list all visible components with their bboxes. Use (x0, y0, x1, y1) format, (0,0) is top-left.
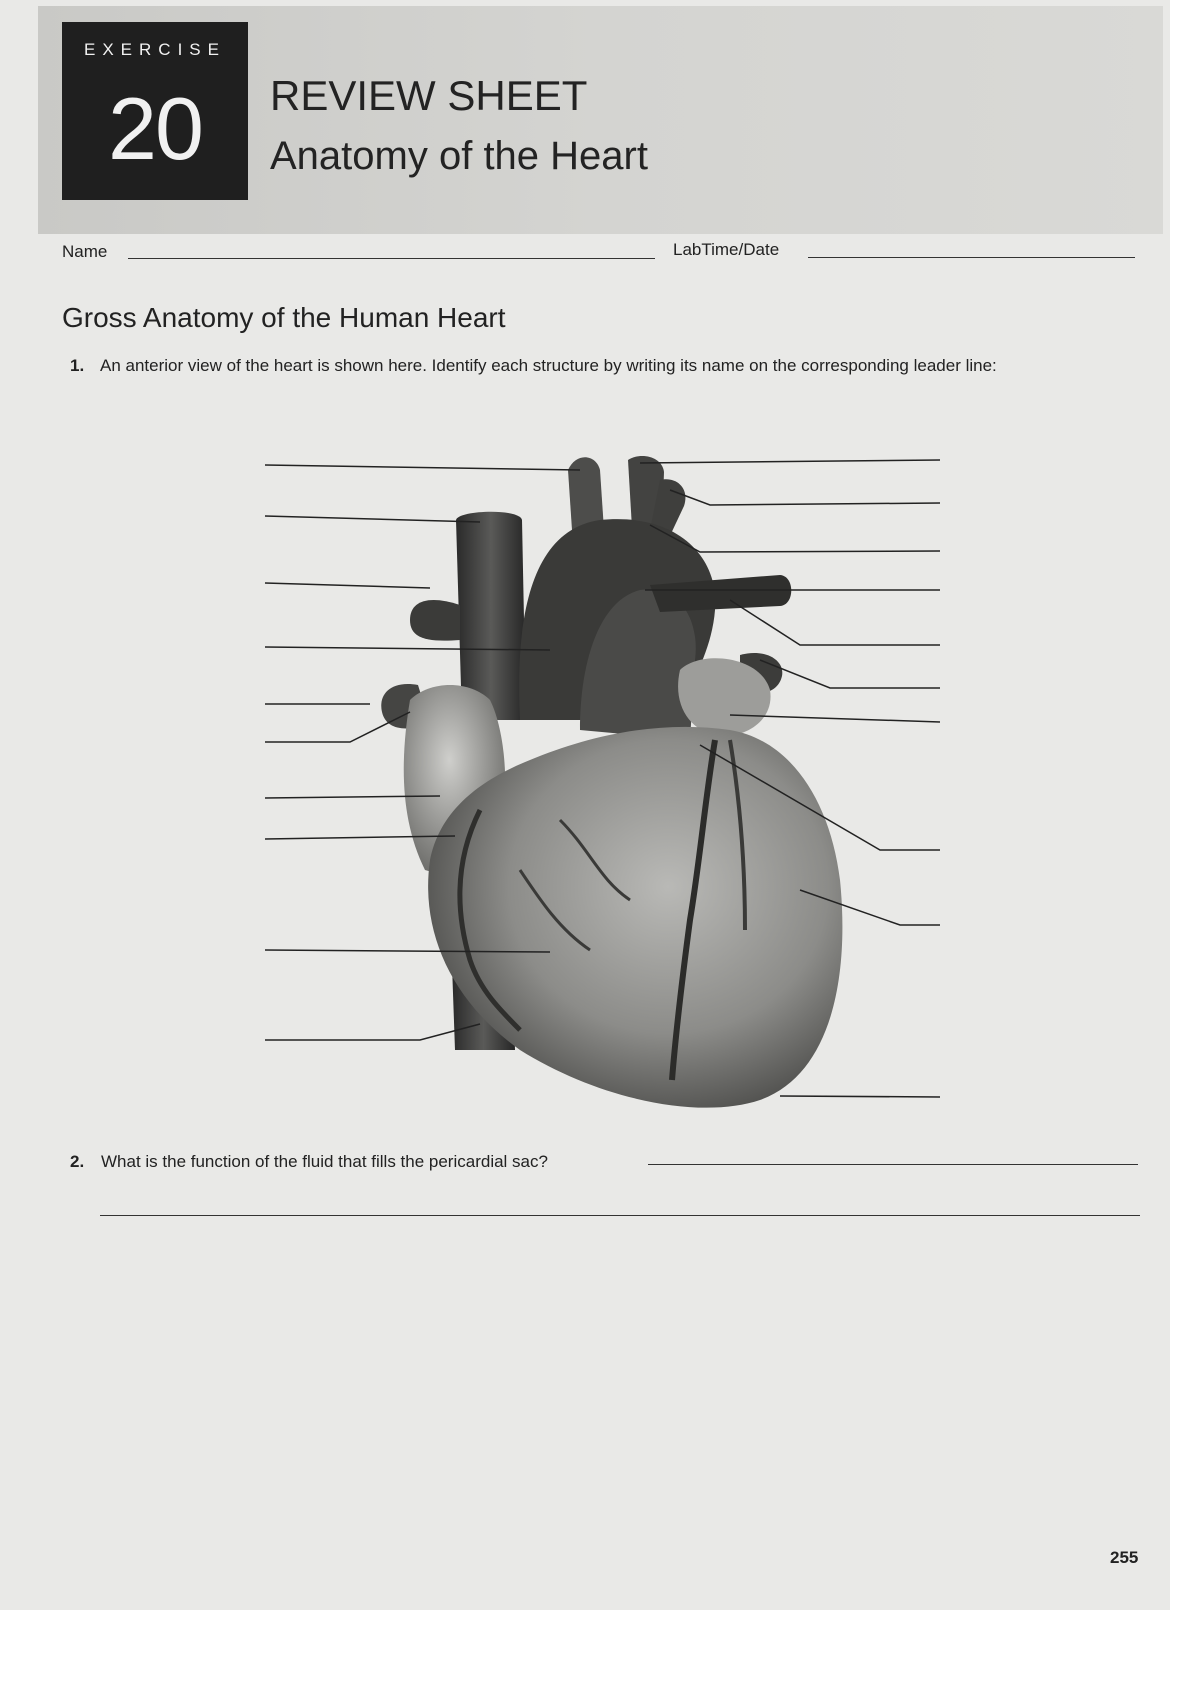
question-2-text: What is the function of the fluid that fills the pericardial sac? (101, 1152, 548, 1171)
lab-time-label: LabTime/Date (673, 240, 780, 259)
page-number: 255 (1110, 1548, 1139, 1567)
section-heading: Gross Anatomy of the Human Heart (62, 302, 506, 333)
name-field[interactable] (128, 258, 655, 259)
question-2-number: 2. (70, 1152, 85, 1171)
leader-line-right-10 (780, 1096, 940, 1097)
name-label: Name (62, 242, 108, 261)
review-sheet-subtitle: Anatomy of the Heart (270, 134, 648, 178)
exercise-number: 20 (108, 79, 202, 178)
exercise-badge (62, 22, 248, 200)
answer-line-2[interactable] (100, 1215, 1140, 1216)
question-1-number: 1. (70, 356, 85, 375)
exercise-label: EXERCISE (84, 40, 226, 59)
question-1-text: An anterior view of the heart is shown here. Identify each structure by writing its name on the corresponding leader line: (100, 356, 997, 375)
answer-line-1[interactable] (648, 1164, 1138, 1165)
lab-time-field[interactable] (808, 257, 1135, 258)
review-sheet-title: REVIEW SHEET (270, 72, 588, 119)
